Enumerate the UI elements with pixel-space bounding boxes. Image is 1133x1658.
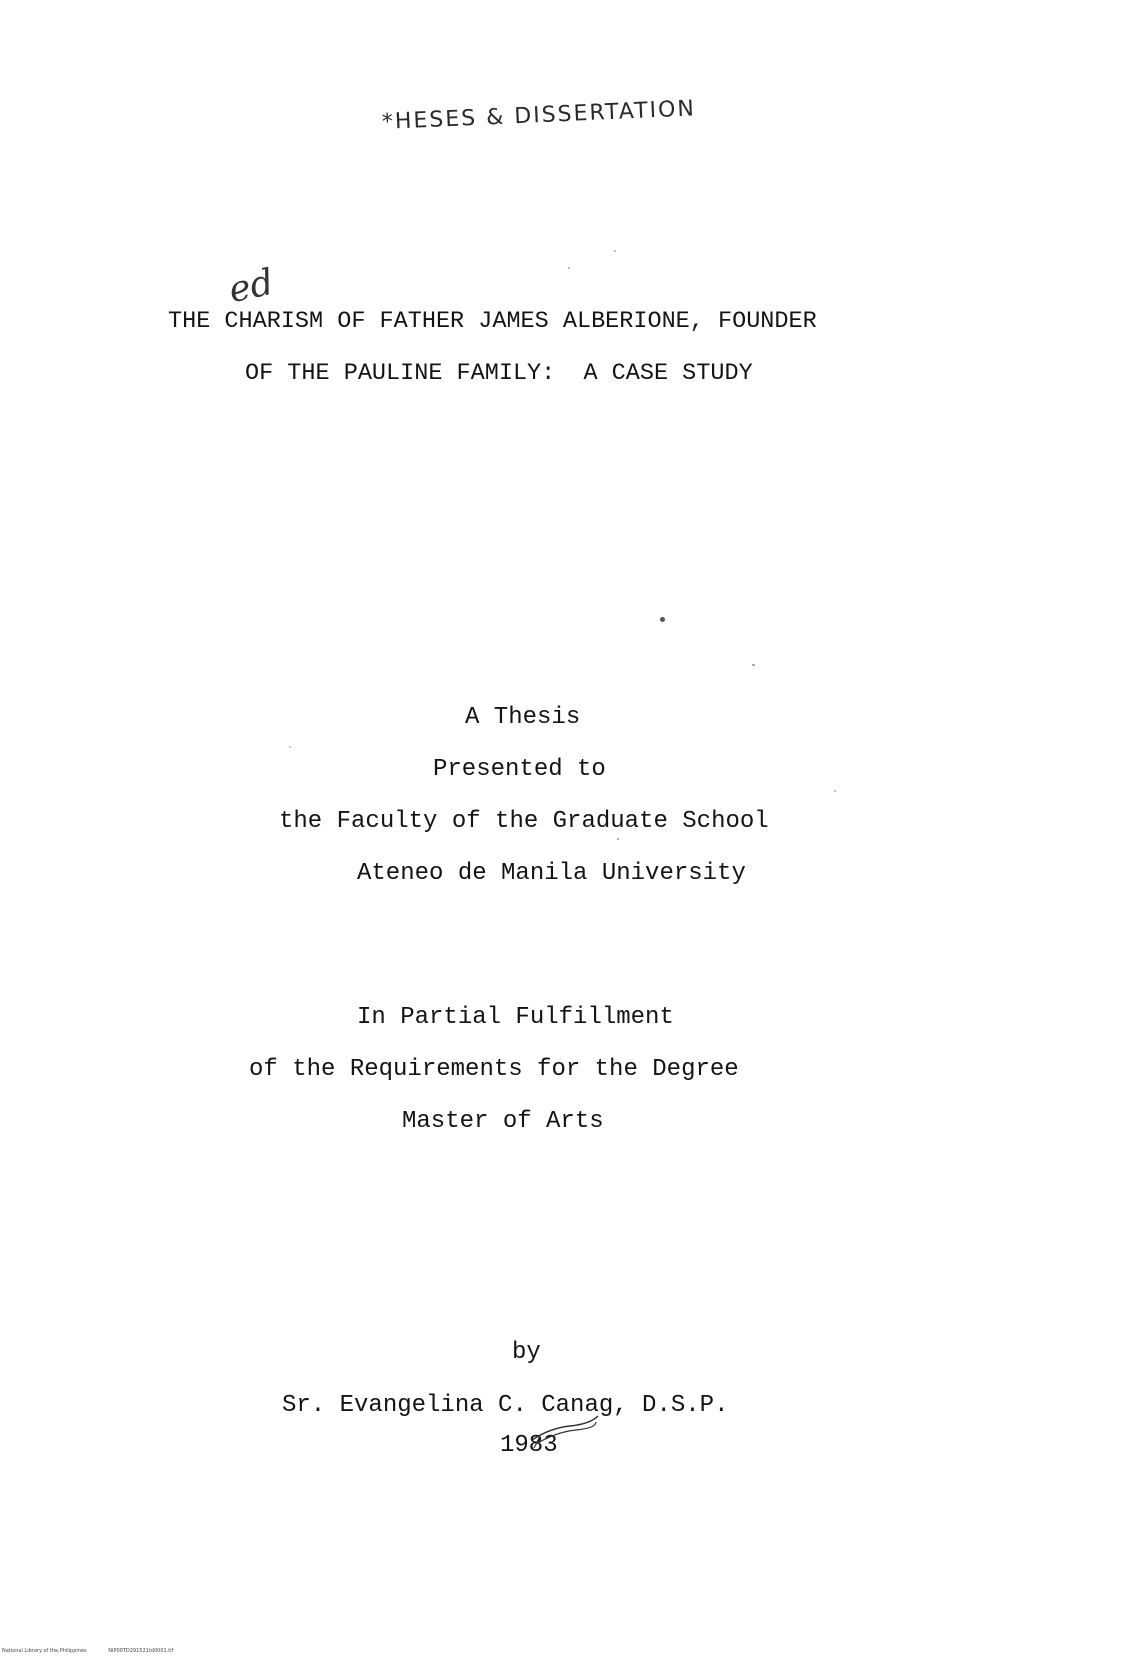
- library-name: National Library of the Philippines: [2, 1648, 87, 1654]
- ink-speck: [614, 250, 616, 252]
- ink-speck: [752, 664, 755, 666]
- presentation-line-2: Presented to: [433, 756, 606, 783]
- thesis-title-line-2: OF THE PAULINE FAMILY: A CASE STUDY: [245, 360, 753, 387]
- author-name: Sr. Evangelina C. Canag, D.S.P.: [282, 1392, 729, 1419]
- scan-footer: [2, 1648, 193, 1654]
- presentation-line-1: A Thesis: [465, 704, 581, 731]
- fulfillment-line-2: of the Requirements for the Degree: [249, 1056, 739, 1083]
- handwritten-annotation: ed: [225, 261, 278, 312]
- ink-speck: [660, 617, 665, 622]
- by-label: by: [512, 1339, 541, 1366]
- ink-speck: [568, 267, 570, 269]
- file-name: NIP00TD291521td0001.tif: [108, 1648, 174, 1654]
- presentation-line-4: Ateneo de Manila University: [357, 860, 746, 887]
- fulfillment-line-3: Master of Arts: [402, 1108, 604, 1135]
- ink-speck: [289, 746, 291, 748]
- fulfillment-line-1: In Partial Fulfillment: [357, 1004, 674, 1031]
- theses-dissertation-stamp: *HESES & DISSERTATION: [381, 96, 697, 135]
- presentation-line-3: the Faculty of the Graduate School: [279, 808, 769, 835]
- submission-year: 1983: [500, 1432, 558, 1459]
- pen-scribble: [530, 1410, 600, 1450]
- ink-speck: [834, 790, 836, 792]
- ink-speck: [617, 838, 619, 840]
- thesis-title-line-1: THE CHARISM OF FATHER JAMES ALBERIONE, FOUNDER: [168, 308, 817, 335]
